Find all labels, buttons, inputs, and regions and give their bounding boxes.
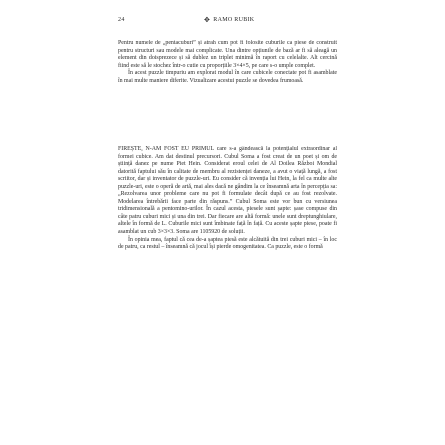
paragraph: În acest puzzle timpuriu am explorat modul în care cubicele conectate pot fi asamblate în mai multe maniere diferite. Vizualizare acestui puzzle se dovedea frumoasă. [118, 70, 337, 84]
page-number: 24 [118, 17, 125, 23]
opening-text-block [118, 40, 337, 137]
section-break [118, 137, 337, 146]
main-text-block [118, 146, 337, 414]
compass-star-icon: ✥ [204, 16, 211, 24]
paragraph: Pentru numele de „pentacuburi” și atrah cum pot fi folosite cuburile ca piese de construit pentru structuri sau modele mai complicate. Una dintre opțiunile de bază ar fi să aleagă un element din doisprezece și să dublez un triplet minimă în raport cu celelalte. Alt cercină fiind este să le stochez într-o cutie cu proporțiile 3×4×5, pe care s-o umple complet. [118, 40, 337, 69]
paragraph: În opinia mea, faptul că cea de-a șaptea piesă este alcătuită din trei cuburi mici – în loc de patru, ca restul – înseamnă că jocul își pierde omogenitatea. Ca puzzle, este o formă [118, 236, 337, 251]
running-head [204, 16, 254, 24]
page-header [118, 14, 337, 26]
running-title: RAMO RUBIK [213, 17, 255, 23]
section-opening-paragraph: FIREȘTE, N-AM FOST EU PRIMUL care s-a gândească la potențialul extraordinar al formei cubice. Am dat destinul precursori. Cubul Soma a fost creat de un poet și om de știință danez pe nume Piet Hein. Considerat eroul celei de Al Doilea Război Mondial datorită faptului său în calitate de membru al rezistenței daneze, a avut o viață lungă, a fost scriitor, dar și inventator de puzzle-uri. Eu consider că invenția lui Hein, la fel ca multe alte puzzle-uri, este o operă de artă, mai ales dacă ne gândim la ce înseamnă arta în percepția sa: „Rezolvarea unor probleme care nu pot fi formulate decât după ce au fost rezolvate. Modelarea întrebării face parte din răspuns.” Cubul Soma este vor bun cu versiunea tridimensională a pentomino-urilor. În cazul acesta, piesele sunt șapte: șase compuse din câte patru cuburi mici și una din trei. Dar fiecare are altă formă: unele sunt dreptunghiulare, altele în formă de L. Cuburile mici sunt îmbinate față în față. Cu aceste șapte piese, poate fi asamblat un cub 3×3×3. Soma are 1105920 de soluții. [118, 146, 337, 236]
